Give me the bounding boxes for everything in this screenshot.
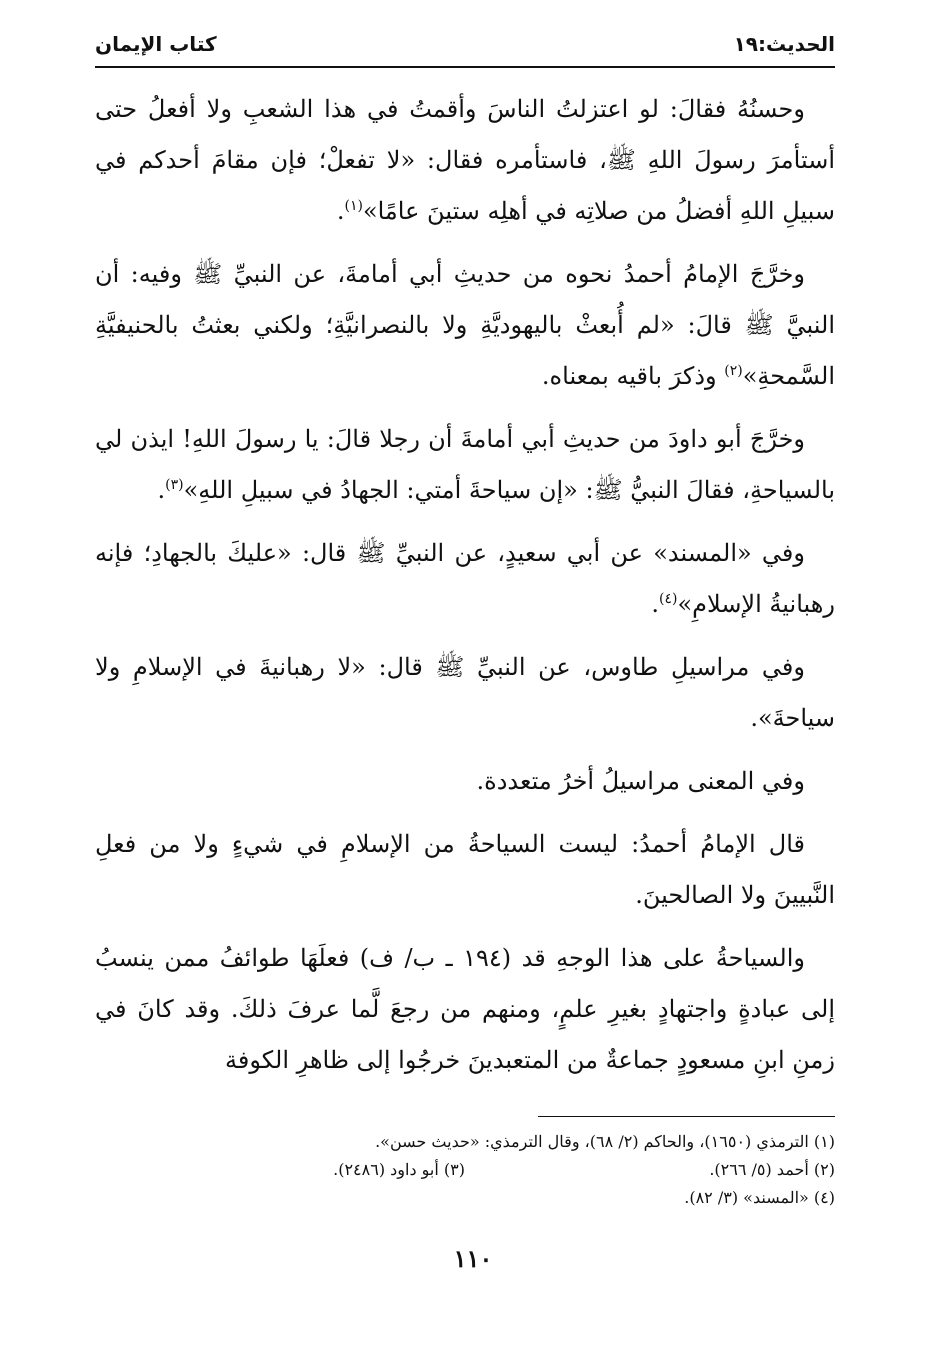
paragraph-text: والسياحةُ على هذا الوجهِ قد (١٩٤ ـ ب/ ف) فعلَهَا طوائفُ ممن ينسبُ إلى عبادةٍ واجتهادٍ بغيرِ علمٍ، ومنهم من رجعَ لَّما عرفَ ذلكَ. وقد كانَ في زمنِ ابنِ مسعودٍ جماعةٌ من المتعبدينَ خرجُوا إلى ظاهرِ الكوفة [95, 944, 835, 1074]
paragraph-text: وخرَّجَ أبو داودَ من حديثِ أبي أمامةَ أن رجلا قالَ: يا رسولَ اللهِ! ايذن لي بالسياحةِ، فقالَ النبيُّ ﷺ: «إن سياحةَ أمتي: الجهادُ في سبيلِ اللهِ» [95, 425, 835, 504]
paragraph [95, 756, 835, 807]
footnote-1: (١) الترمذي (١٦٥٠)، والحاكم (٢/ ٦٨)، وقال الترمذي: «حديث حسن». [375, 1132, 835, 1151]
paragraph [95, 84, 835, 237]
header-rule [95, 66, 835, 68]
paragraph [95, 933, 835, 1086]
footnote-3: (٣) أبو داود (٢٤٨٦). [333, 1160, 465, 1179]
paragraph [95, 642, 835, 744]
footnote-marker: (١) [344, 198, 363, 214]
paragraph-text: وحسنُهُ فقالَ: لو اعتزلتُ الناسَ وأقمتُ في هذا الشعبِ ولا أفعلُ حتى أستأمرَ رسولَ اللهِ ﷺ، فاستأمره فقال: «لا تفعلْ؛ فإن مقامَ أحدكم في سبيلِ اللهِ أفضلُ من صلاتِه في أهلِه ستينَ عامًا» [95, 95, 835, 225]
paragraph-text: وفي المعنى مراسيلُ أخرُ متعددة. [476, 767, 805, 795]
footnote-marker: (٣) [165, 477, 184, 493]
paragraph-text: وفي «المسند» عن أبي سعيدٍ، عن النبيِّ ﷺ قال: «عليكَ بالجهادِ؛ فإنه رهبانيةُ الإسلامِ» [95, 539, 835, 618]
book-title: كتاب الإيمان [95, 32, 217, 56]
paragraph [95, 819, 835, 921]
paragraph [95, 249, 835, 402]
paragraph-end: . [336, 197, 345, 225]
hadith-label: الحديث:١٩ [733, 32, 835, 56]
paragraph-end: . [157, 476, 166, 504]
footnote-2: (٢) أحمد (٥/ ٢٦٦). [709, 1160, 835, 1179]
footnote-rule [538, 1116, 835, 1117]
paragraph-text: قال الإمامُ أحمدُ: ليست السياحةُ من الإسلامِ في شيءٍ ولا من فعلِ النَّبيينَ ولا الصالحينَ. [95, 830, 835, 909]
footnote-4: (٤) «المسند» (٣/ ٨٢). [684, 1188, 835, 1207]
footnotes [95, 1128, 835, 1212]
running-head [95, 28, 835, 60]
page-number: ١١٠ [453, 1244, 493, 1273]
paragraph [95, 414, 835, 516]
paragraph-text: وخرَّجَ الإمامُ أحمدُ نحوه من حديثِ أبي أمامةَ، عن النبيِّ ﷺ وفيه: أن النبيَّ ﷺ قالَ: «لم أُبعثْ باليهوديَّةِ ولا بالنصرانيَّةِ؛ ولكني بعثتُ بالحنيفيَّةِ السَّمحةِ» [95, 260, 835, 390]
footnote-row [95, 1156, 835, 1184]
paragraph [95, 528, 835, 630]
paragraph-text: وفي مراسيلِ طاوس، عن النبيِّ ﷺ قال: «لا رهبانيةَ في الإسلامِ ولا سياحةَ». [95, 653, 835, 732]
main-text [95, 84, 835, 1098]
footnote-marker: (٤) [658, 591, 678, 607]
footnote-marker: (٢) [724, 363, 743, 379]
paragraph-end: وذكرَ باقيه بمعناه. [541, 362, 725, 390]
paragraph-end: . [651, 590, 659, 618]
